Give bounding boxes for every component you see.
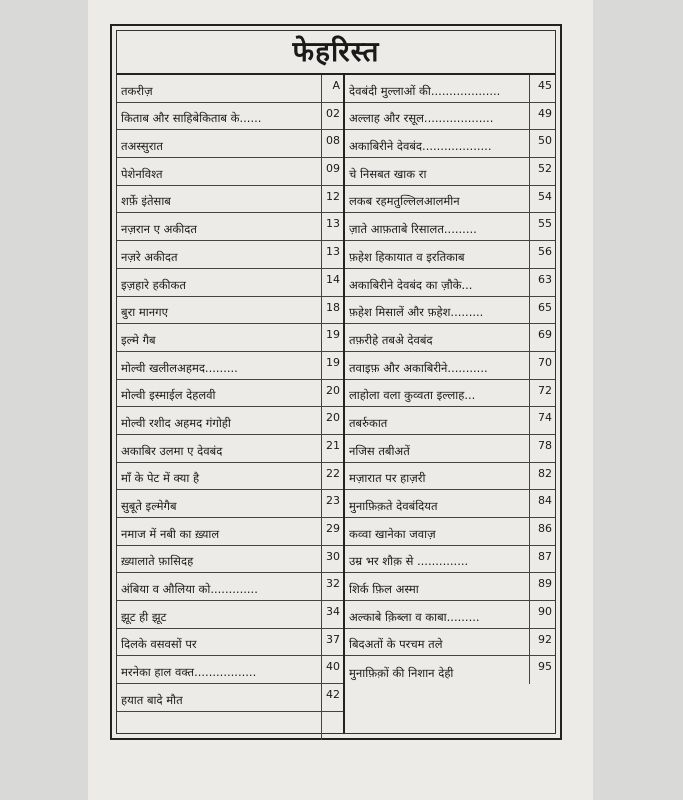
page-number: 92 — [529, 629, 555, 656]
page-number: 45 — [529, 75, 555, 102]
entry-title: तकरीज़ — [121, 83, 153, 98]
table-row — [345, 186, 555, 214]
page-number: 65 — [529, 297, 555, 324]
table-row — [345, 380, 555, 408]
entry-title: लकब रहमतुल्लिलआलमीन — [349, 194, 460, 209]
entry-title: तवाइफ़ और अकाबिरीने........... — [349, 360, 488, 375]
table-row — [117, 629, 343, 657]
page-number: 23 — [321, 490, 343, 517]
entry-title: नजिस तबीअतें — [349, 443, 410, 458]
page-number: 34 — [321, 601, 343, 628]
entry-title: अंबिया व औलिया को............. — [121, 582, 258, 597]
table-row — [345, 407, 555, 435]
table-row — [345, 518, 555, 546]
table-row — [117, 352, 343, 380]
page-number: 12 — [321, 186, 343, 213]
entry-title: अल्लाह और रसूल................... — [349, 111, 494, 126]
page-number: 69 — [529, 324, 555, 351]
page-number: 13 — [321, 213, 343, 240]
entry-title: मुनाफ़िक़ों की निशान देही — [349, 666, 454, 681]
entry-title: मोल्वी रशीद अहमद गंगोही — [121, 415, 231, 430]
entry-title: माँ के पेट में क्या है — [121, 471, 200, 486]
table-row — [117, 158, 343, 186]
table-row — [345, 601, 555, 629]
entry-title: हयात बादे मौत — [121, 692, 183, 707]
table-row — [117, 712, 343, 740]
entry-title: शर्फ़े इंतेसाब — [121, 194, 171, 209]
page-number: 84 — [529, 490, 555, 517]
page-number: 13 — [321, 241, 343, 268]
table-row — [117, 103, 343, 131]
left-column — [117, 75, 345, 733]
page-number: 70 — [529, 352, 555, 379]
table-row — [117, 435, 343, 463]
table-row — [345, 297, 555, 325]
entry-title: बिदअतों के परचम तले — [349, 637, 443, 652]
entry-title: मज़ारात पर हाज़री — [349, 471, 426, 486]
table-row — [117, 380, 343, 408]
table-row — [345, 241, 555, 269]
entry-title: लाहोला वला कुव्वता इल्लाह... — [349, 388, 476, 403]
entry-title: नमाज में नबी का ख़्याल — [121, 526, 220, 541]
entry-title: अल्काबे क़िब्ला व काबा......... — [349, 609, 480, 624]
page-number: 52 — [529, 158, 555, 185]
entry-title: किताब और साहिबेकिताब के...... — [121, 111, 262, 126]
page-number: 87 — [529, 546, 555, 573]
table-row — [345, 546, 555, 574]
table-row — [117, 601, 343, 629]
page-number: A — [321, 75, 343, 102]
table-row — [345, 130, 555, 158]
page-number: 95 — [529, 656, 555, 684]
page-number: 49 — [529, 103, 555, 130]
page-number: 72 — [529, 380, 555, 407]
entry-title: फ़हेश हिकायात व इरतिकाब — [349, 249, 465, 264]
table-row — [345, 75, 555, 103]
entry-title: अकाबिरीने देवबंद................... — [349, 139, 492, 154]
table-row — [345, 213, 555, 241]
entry-title: देवबंदी मुल्लाओं की................... — [349, 83, 501, 98]
page-number: 19 — [321, 324, 343, 351]
table-row — [117, 407, 343, 435]
table-row — [117, 518, 343, 546]
table-row — [345, 463, 555, 491]
entry-title: नज़रान ए अकीदत — [121, 222, 197, 237]
page-number: 63 — [529, 269, 555, 296]
table-row — [345, 435, 555, 463]
page-number: 40 — [321, 656, 343, 683]
table-row — [345, 103, 555, 131]
table-row — [117, 241, 343, 269]
entry-title: चे निसबत खाक रा — [349, 166, 427, 181]
page-number: 30 — [321, 546, 343, 573]
table-row — [117, 656, 343, 684]
page-number: 29 — [321, 518, 343, 545]
entry-title — [117, 737, 321, 740]
entry-title: फ़हेश मिसालें और फ़हेश......... — [349, 305, 484, 320]
entry-title: उम्र भर शौक़ से .............. — [349, 554, 469, 569]
contents-table — [110, 24, 562, 740]
table-row — [117, 324, 343, 352]
table-row — [117, 297, 343, 325]
page-number: 22 — [321, 463, 343, 490]
page-number: 54 — [529, 186, 555, 213]
entry-title: झूट ही झूट — [121, 609, 167, 624]
table-row — [117, 213, 343, 241]
table-row — [117, 186, 343, 214]
page-number: 20 — [321, 380, 343, 407]
table-row — [117, 490, 343, 518]
page-number: 19 — [321, 352, 343, 379]
entry-title: पेशेनविश्त — [121, 166, 163, 181]
page-number: 56 — [529, 241, 555, 268]
page-number — [321, 712, 343, 740]
entry-title: ज़ाते आफ़ताबे रिसालत......... — [349, 222, 477, 237]
table-row — [345, 324, 555, 352]
table-row — [345, 629, 555, 657]
table-row — [345, 352, 555, 380]
page-number: 90 — [529, 601, 555, 628]
page-number: 74 — [529, 407, 555, 434]
page-number: 50 — [529, 130, 555, 157]
page-number: 32 — [321, 573, 343, 600]
page-number: 08 — [321, 130, 343, 157]
entry-title: बुरा मानगए — [121, 305, 168, 320]
table-row — [117, 269, 343, 297]
table-row — [117, 684, 343, 712]
table-inner-border — [116, 30, 556, 734]
entry-title: तबर्रुकात — [349, 415, 388, 430]
entry-title: अकाबिरीने देवबंद का ज़ौके... — [349, 277, 473, 292]
entry-title: मोल्वी खलीलअहमद......... — [121, 360, 238, 375]
page-number: 21 — [321, 435, 343, 462]
entry-title: तअस्सुरात — [121, 139, 163, 154]
table-row — [345, 158, 555, 186]
entry-title: इज़हारे हकीकत — [121, 277, 186, 292]
page-number: 42 — [321, 684, 343, 711]
entry-title: मरनेका हाल वक्त................. — [121, 665, 257, 680]
page-number: 78 — [529, 435, 555, 462]
page-number: 82 — [529, 463, 555, 490]
table-row — [117, 463, 343, 491]
page-number: 37 — [321, 629, 343, 656]
page-number: 55 — [529, 213, 555, 240]
table-row — [345, 490, 555, 518]
page-number: 18 — [321, 297, 343, 324]
page-number: 09 — [321, 158, 343, 185]
page-number: 14 — [321, 269, 343, 296]
table-row — [345, 656, 555, 684]
page-number: 89 — [529, 573, 555, 600]
page-title: फेहरिस्त — [117, 31, 555, 75]
entry-title: मुनाफ़िक़ते देवबंदियत — [349, 499, 438, 513]
right-column — [345, 75, 555, 733]
entry-title: ख़्यालाते फ़ासिदह — [121, 554, 194, 569]
table-row — [345, 573, 555, 601]
table-row — [117, 130, 343, 158]
table-row — [345, 269, 555, 297]
table-row — [117, 573, 343, 601]
entry-title: इल्मे गैब — [121, 332, 156, 347]
entry-title: नज़रे अकीदत — [121, 249, 178, 264]
entry-title: तफ़रीहे तबअे देवबंद — [349, 332, 433, 347]
entry-title: अकाबिर उलमा ए देवबंद — [121, 443, 223, 458]
entry-title: मोल्वी इस्माईल देहलवी — [121, 388, 216, 403]
entry-title: सुबूते इल्मेगैब — [121, 499, 177, 513]
entry-title: दिलके वसवसों पर — [121, 637, 197, 652]
entry-title: शिर्क फ़िल अस्मा — [349, 582, 419, 597]
page-number: 20 — [321, 407, 343, 434]
table-row — [117, 75, 343, 103]
page-number: 86 — [529, 518, 555, 545]
entry-title: कव्वा खानेका जवाज़ — [349, 526, 436, 541]
table-row — [117, 546, 343, 574]
page-number: 02 — [321, 103, 343, 130]
